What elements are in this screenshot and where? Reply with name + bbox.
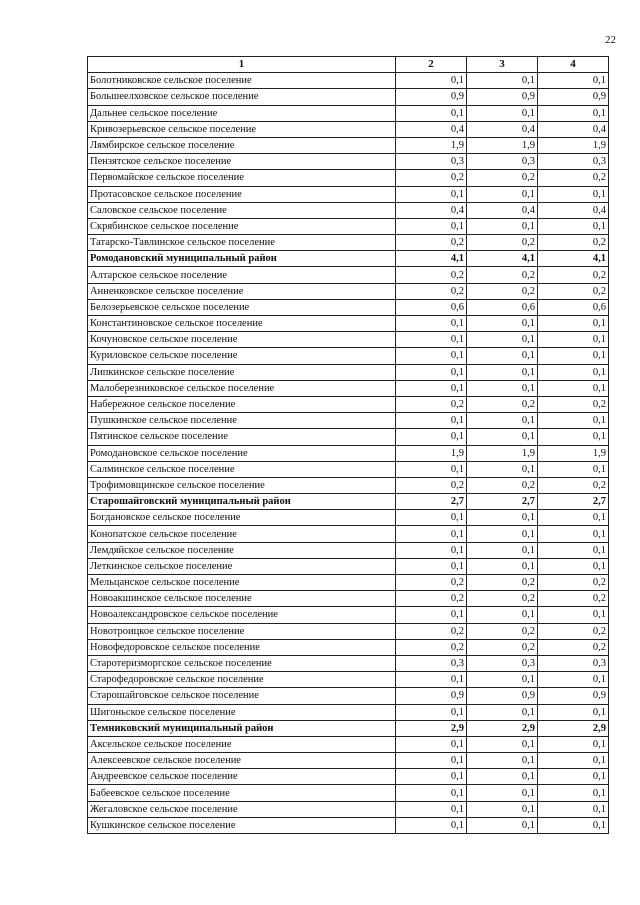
value-cell-col-4: 1,9 bbox=[538, 445, 609, 461]
value-cell-col-4: 0,1 bbox=[538, 73, 609, 89]
value-cell-col-2: 0,2 bbox=[396, 170, 467, 186]
value-cell-col-2: 0,2 bbox=[396, 396, 467, 412]
table-row bbox=[88, 283, 609, 299]
settlement-name-cell: Алтарское сельское поселение bbox=[88, 267, 396, 283]
header-col-3: 3 bbox=[467, 57, 538, 73]
value-cell-col-4: 0,6 bbox=[538, 299, 609, 315]
value-cell-col-2: 0,2 bbox=[396, 575, 467, 591]
value-cell-col-4: 0,2 bbox=[538, 477, 609, 493]
value-cell-col-4: 0,1 bbox=[538, 736, 609, 752]
value-cell-col-4: 0,1 bbox=[538, 672, 609, 688]
settlement-name-cell: Новотроицкое сельское поселение bbox=[88, 623, 396, 639]
value-cell-col-4: 0,2 bbox=[538, 639, 609, 655]
table-row bbox=[88, 655, 609, 671]
value-cell-col-2: 0,1 bbox=[396, 73, 467, 89]
settlement-name-cell: Мельцанское сельское поселение bbox=[88, 575, 396, 591]
settlement-name-cell: Новоакшинское сельское поселение bbox=[88, 591, 396, 607]
value-cell-col-3: 0,1 bbox=[467, 429, 538, 445]
value-cell-col-4: 0,3 bbox=[538, 154, 609, 170]
value-cell-col-2: 1,9 bbox=[396, 137, 467, 153]
settlement-name-cell: Ромодановское сельское поселение bbox=[88, 445, 396, 461]
table-row bbox=[88, 267, 609, 283]
value-cell-col-2: 0,1 bbox=[396, 558, 467, 574]
value-cell-col-3: 0,4 bbox=[467, 121, 538, 137]
value-cell-col-3: 0,1 bbox=[467, 380, 538, 396]
value-cell-col-3: 0,6 bbox=[467, 299, 538, 315]
value-cell-col-4: 0,1 bbox=[538, 801, 609, 817]
value-cell-col-3: 2,9 bbox=[467, 720, 538, 736]
value-cell-col-4: 0,1 bbox=[538, 526, 609, 542]
value-cell-col-2: 0,2 bbox=[396, 639, 467, 655]
value-cell-col-3: 0,1 bbox=[467, 542, 538, 558]
settlement-name-cell: Пушкинское сельское поселение bbox=[88, 413, 396, 429]
value-cell-col-3: 0,1 bbox=[467, 461, 538, 477]
value-cell-col-4: 1,9 bbox=[538, 137, 609, 153]
value-cell-col-2: 2,7 bbox=[396, 494, 467, 510]
settlement-name-cell: Трофимовщинское сельское поселение bbox=[88, 477, 396, 493]
value-cell-col-3: 0,1 bbox=[467, 526, 538, 542]
value-cell-col-4: 0,2 bbox=[538, 235, 609, 251]
settlement-name-cell: Богдановское сельское поселение bbox=[88, 510, 396, 526]
table-row bbox=[88, 170, 609, 186]
value-cell-col-4: 0,1 bbox=[538, 316, 609, 332]
value-cell-col-2: 0,6 bbox=[396, 299, 467, 315]
value-cell-col-2: 0,2 bbox=[396, 235, 467, 251]
value-cell-col-3: 0,1 bbox=[467, 413, 538, 429]
value-cell-col-2: 0,1 bbox=[396, 817, 467, 833]
table-row bbox=[88, 202, 609, 218]
settlement-name-cell: Конопатское сельское поселение bbox=[88, 526, 396, 542]
table-header-row bbox=[88, 57, 609, 73]
header-col-1: 1 bbox=[88, 57, 396, 73]
value-cell-col-4: 0,1 bbox=[538, 558, 609, 574]
district-row bbox=[88, 494, 609, 510]
value-cell-col-3: 0,1 bbox=[467, 218, 538, 234]
value-cell-col-4: 0,1 bbox=[538, 704, 609, 720]
value-cell-col-2: 0,9 bbox=[396, 688, 467, 704]
value-cell-col-3: 0,9 bbox=[467, 89, 538, 105]
value-cell-col-4: 0,9 bbox=[538, 688, 609, 704]
value-cell-col-2: 0,1 bbox=[396, 736, 467, 752]
value-cell-col-3: 0,2 bbox=[467, 283, 538, 299]
table-row bbox=[88, 558, 609, 574]
table-row bbox=[88, 396, 609, 412]
table-row bbox=[88, 688, 609, 704]
table-row bbox=[88, 817, 609, 833]
settlement-name-cell: Липкинское сельское поселение bbox=[88, 364, 396, 380]
table-row bbox=[88, 639, 609, 655]
value-cell-col-2: 0,1 bbox=[396, 753, 467, 769]
value-cell-col-2: 0,1 bbox=[396, 461, 467, 477]
value-cell-col-4: 0,1 bbox=[538, 461, 609, 477]
table-row bbox=[88, 526, 609, 542]
value-cell-col-4: 0,4 bbox=[538, 202, 609, 218]
settlement-name-cell: Протасовское сельское поселение bbox=[88, 186, 396, 202]
value-cell-col-3: 2,7 bbox=[467, 494, 538, 510]
value-cell-col-2: 0,1 bbox=[396, 348, 467, 364]
value-cell-col-4: 0,1 bbox=[538, 218, 609, 234]
value-cell-col-3: 0,1 bbox=[467, 672, 538, 688]
value-cell-col-4: 4,1 bbox=[538, 251, 609, 267]
table-row bbox=[88, 445, 609, 461]
settlement-name-cell: Куриловское сельское поселение bbox=[88, 348, 396, 364]
value-cell-col-2: 0,2 bbox=[396, 283, 467, 299]
settlement-name-cell: Темниковский муниципальный район bbox=[88, 720, 396, 736]
value-cell-col-3: 0,2 bbox=[467, 575, 538, 591]
value-cell-col-4: 0,1 bbox=[538, 364, 609, 380]
value-cell-col-3: 0,1 bbox=[467, 753, 538, 769]
value-cell-col-4: 0,2 bbox=[538, 283, 609, 299]
value-cell-col-4: 2,7 bbox=[538, 494, 609, 510]
table-row bbox=[88, 186, 609, 202]
table-row bbox=[88, 332, 609, 348]
table-row bbox=[88, 510, 609, 526]
settlement-name-cell: Алексеевское сельское поселение bbox=[88, 753, 396, 769]
table-row bbox=[88, 154, 609, 170]
settlement-name-cell: Первомайское сельское поселение bbox=[88, 170, 396, 186]
value-cell-col-2: 0,1 bbox=[396, 769, 467, 785]
settlement-name-cell: Старотеризморгское сельское поселение bbox=[88, 655, 396, 671]
value-cell-col-4: 0,1 bbox=[538, 542, 609, 558]
value-cell-col-3: 0,1 bbox=[467, 510, 538, 526]
value-cell-col-2: 0,1 bbox=[396, 380, 467, 396]
table-row bbox=[88, 477, 609, 493]
value-cell-col-3: 0,3 bbox=[467, 655, 538, 671]
value-cell-col-4: 0,3 bbox=[538, 655, 609, 671]
value-cell-col-2: 0,4 bbox=[396, 121, 467, 137]
table-row bbox=[88, 736, 609, 752]
settlement-name-cell: Малоберезниковское сельское поселение bbox=[88, 380, 396, 396]
value-cell-col-3: 0,2 bbox=[467, 235, 538, 251]
settlement-name-cell: Константиновское сельское поселение bbox=[88, 316, 396, 332]
value-cell-col-4: 0,2 bbox=[538, 396, 609, 412]
value-cell-col-4: 0,1 bbox=[538, 607, 609, 623]
value-cell-col-3: 0,4 bbox=[467, 202, 538, 218]
settlement-name-cell: Татарско-Тавлинское сельское поселение bbox=[88, 235, 396, 251]
value-cell-col-3: 0,1 bbox=[467, 785, 538, 801]
value-cell-col-2: 0,1 bbox=[396, 105, 467, 121]
value-cell-col-4: 0,1 bbox=[538, 105, 609, 121]
table-row bbox=[88, 607, 609, 623]
table-row bbox=[88, 364, 609, 380]
value-cell-col-3: 0,1 bbox=[467, 704, 538, 720]
value-cell-col-4: 0,1 bbox=[538, 769, 609, 785]
settlement-name-cell: Дальнее сельское поселение bbox=[88, 105, 396, 121]
table-row bbox=[88, 753, 609, 769]
settlement-name-cell: Болотниковское сельское поселение bbox=[88, 73, 396, 89]
value-cell-col-2: 4,1 bbox=[396, 251, 467, 267]
value-cell-col-3: 0,9 bbox=[467, 688, 538, 704]
value-cell-col-2: 0,2 bbox=[396, 267, 467, 283]
value-cell-col-2: 0,3 bbox=[396, 655, 467, 671]
value-cell-col-3: 0,1 bbox=[467, 607, 538, 623]
value-cell-col-4: 0,9 bbox=[538, 89, 609, 105]
value-cell-col-2: 0,1 bbox=[396, 429, 467, 445]
value-cell-col-3: 0,1 bbox=[467, 73, 538, 89]
table-row bbox=[88, 218, 609, 234]
table-row bbox=[88, 461, 609, 477]
settlement-name-cell: Леткинское сельское поселение bbox=[88, 558, 396, 574]
table-row bbox=[88, 591, 609, 607]
settlement-name-cell: Белозерьевское сельское поселение bbox=[88, 299, 396, 315]
settlement-name-cell: Шигоньское сельское поселение bbox=[88, 704, 396, 720]
value-cell-col-3: 0,1 bbox=[467, 316, 538, 332]
value-cell-col-3: 0,2 bbox=[467, 396, 538, 412]
settlement-name-cell: Старофедоровское сельское поселение bbox=[88, 672, 396, 688]
value-cell-col-4: 0,1 bbox=[538, 785, 609, 801]
value-cell-col-2: 0,1 bbox=[396, 785, 467, 801]
value-cell-col-2: 0,4 bbox=[396, 202, 467, 218]
value-cell-col-2: 0,1 bbox=[396, 526, 467, 542]
value-cell-col-4: 0,2 bbox=[538, 575, 609, 591]
table-row bbox=[88, 235, 609, 251]
district-row bbox=[88, 720, 609, 736]
table-row bbox=[88, 73, 609, 89]
table-row bbox=[88, 380, 609, 396]
table-body bbox=[88, 73, 609, 834]
value-cell-col-2: 0,2 bbox=[396, 477, 467, 493]
value-cell-col-2: 0,1 bbox=[396, 364, 467, 380]
settlement-name-cell: Аксельское сельское поселение bbox=[88, 736, 396, 752]
value-cell-col-3: 0,2 bbox=[467, 267, 538, 283]
table-row bbox=[88, 769, 609, 785]
settlement-name-cell: Набережное сельское поселение bbox=[88, 396, 396, 412]
value-cell-col-4: 0,4 bbox=[538, 121, 609, 137]
table-row bbox=[88, 575, 609, 591]
value-cell-col-2: 0,1 bbox=[396, 332, 467, 348]
value-cell-col-4: 0,1 bbox=[538, 753, 609, 769]
settlement-name-cell: Скрябинское сельское поселение bbox=[88, 218, 396, 234]
settlement-name-cell: Старошайговский муниципальный район bbox=[88, 494, 396, 510]
value-cell-col-3: 0,1 bbox=[467, 817, 538, 833]
value-cell-col-4: 0,2 bbox=[538, 591, 609, 607]
table-row bbox=[88, 348, 609, 364]
settlement-name-cell: Бабеевское сельское поселение bbox=[88, 785, 396, 801]
value-cell-col-4: 0,1 bbox=[538, 817, 609, 833]
table-row bbox=[88, 137, 609, 153]
header-col-2: 2 bbox=[396, 57, 467, 73]
page-number: 22 bbox=[605, 34, 616, 46]
value-cell-col-2: 0,1 bbox=[396, 704, 467, 720]
value-cell-col-2: 0,3 bbox=[396, 154, 467, 170]
settlement-name-cell: Лемдяйское сельское поселение bbox=[88, 542, 396, 558]
table-row bbox=[88, 623, 609, 639]
value-cell-col-4: 0,2 bbox=[538, 267, 609, 283]
table-row bbox=[88, 801, 609, 817]
value-cell-col-2: 0,1 bbox=[396, 218, 467, 234]
value-cell-col-3: 0,1 bbox=[467, 348, 538, 364]
value-cell-col-3: 0,1 bbox=[467, 769, 538, 785]
settlement-name-cell: Лямбирское сельское поселение bbox=[88, 137, 396, 153]
value-cell-col-3: 0,1 bbox=[467, 105, 538, 121]
district-row bbox=[88, 251, 609, 267]
value-cell-col-3: 0,1 bbox=[467, 332, 538, 348]
value-cell-col-2: 0,9 bbox=[396, 89, 467, 105]
value-cell-col-2: 0,1 bbox=[396, 672, 467, 688]
table-row bbox=[88, 542, 609, 558]
value-cell-col-4: 0,1 bbox=[538, 380, 609, 396]
value-cell-col-4: 0,1 bbox=[538, 348, 609, 364]
table-row bbox=[88, 299, 609, 315]
value-cell-col-3: 0,2 bbox=[467, 623, 538, 639]
value-cell-col-3: 0,2 bbox=[467, 591, 538, 607]
value-cell-col-4: 0,1 bbox=[538, 332, 609, 348]
value-cell-col-2: 0,2 bbox=[396, 591, 467, 607]
settlement-name-cell: Ромодановский муниципальный район bbox=[88, 251, 396, 267]
value-cell-col-3: 0,1 bbox=[467, 801, 538, 817]
table-row bbox=[88, 89, 609, 105]
value-cell-col-2: 0,1 bbox=[396, 510, 467, 526]
value-cell-col-2: 0,1 bbox=[396, 801, 467, 817]
value-cell-col-3: 0,1 bbox=[467, 558, 538, 574]
settlement-name-cell: Саловское сельское поселение bbox=[88, 202, 396, 218]
value-cell-col-3: 0,2 bbox=[467, 170, 538, 186]
settlement-name-cell: Новоалександровское сельское поселение bbox=[88, 607, 396, 623]
table-row bbox=[88, 316, 609, 332]
value-cell-col-3: 0,1 bbox=[467, 186, 538, 202]
settlement-name-cell: Жегаловское сельское поселение bbox=[88, 801, 396, 817]
value-cell-col-3: 0,3 bbox=[467, 154, 538, 170]
value-cell-col-2: 0,2 bbox=[396, 623, 467, 639]
value-cell-col-3: 1,9 bbox=[467, 445, 538, 461]
header-col-4: 4 bbox=[538, 57, 609, 73]
value-cell-col-2: 0,1 bbox=[396, 542, 467, 558]
data-table bbox=[87, 56, 609, 834]
table-row bbox=[88, 785, 609, 801]
value-cell-col-2: 1,9 bbox=[396, 445, 467, 461]
value-cell-col-4: 0,1 bbox=[538, 186, 609, 202]
settlement-name-cell: Новофедоровское сельское поселение bbox=[88, 639, 396, 655]
settlement-name-cell: Кочуновское сельское поселение bbox=[88, 332, 396, 348]
value-cell-col-3: 1,9 bbox=[467, 137, 538, 153]
value-cell-col-4: 0,1 bbox=[538, 510, 609, 526]
value-cell-col-2: 0,1 bbox=[396, 186, 467, 202]
value-cell-col-4: 0,2 bbox=[538, 170, 609, 186]
settlement-name-cell: Кривозерьевское сельское поселение bbox=[88, 121, 396, 137]
value-cell-col-3: 0,2 bbox=[467, 639, 538, 655]
table-row bbox=[88, 429, 609, 445]
value-cell-col-4: 0,1 bbox=[538, 413, 609, 429]
value-cell-col-3: 0,1 bbox=[467, 364, 538, 380]
value-cell-col-2: 0,1 bbox=[396, 413, 467, 429]
value-cell-col-3: 4,1 bbox=[467, 251, 538, 267]
settlement-name-cell: Анненковское сельское поселение bbox=[88, 283, 396, 299]
table-row bbox=[88, 105, 609, 121]
settlement-name-cell: Пятинское сельское поселение bbox=[88, 429, 396, 445]
value-cell-col-2: 0,1 bbox=[396, 316, 467, 332]
settlement-name-cell: Старошайговское сельское поселение bbox=[88, 688, 396, 704]
table-row bbox=[88, 121, 609, 137]
settlement-name-cell: Пензятское сельское поселение bbox=[88, 154, 396, 170]
settlement-name-cell: Андреевское сельское поселение bbox=[88, 769, 396, 785]
settlement-name-cell: Салминское сельское поселение bbox=[88, 461, 396, 477]
settlement-name-cell: Большеелховское сельское поселение bbox=[88, 89, 396, 105]
table-row bbox=[88, 672, 609, 688]
value-cell-col-3: 0,1 bbox=[467, 736, 538, 752]
table-row bbox=[88, 413, 609, 429]
value-cell-col-4: 0,2 bbox=[538, 623, 609, 639]
table-row bbox=[88, 704, 609, 720]
settlement-name-cell: Кушкинское сельское поселение bbox=[88, 817, 396, 833]
value-cell-col-4: 0,1 bbox=[538, 429, 609, 445]
value-cell-col-2: 2,9 bbox=[396, 720, 467, 736]
value-cell-col-3: 0,2 bbox=[467, 477, 538, 493]
value-cell-col-2: 0,1 bbox=[396, 607, 467, 623]
value-cell-col-4: 2,9 bbox=[538, 720, 609, 736]
